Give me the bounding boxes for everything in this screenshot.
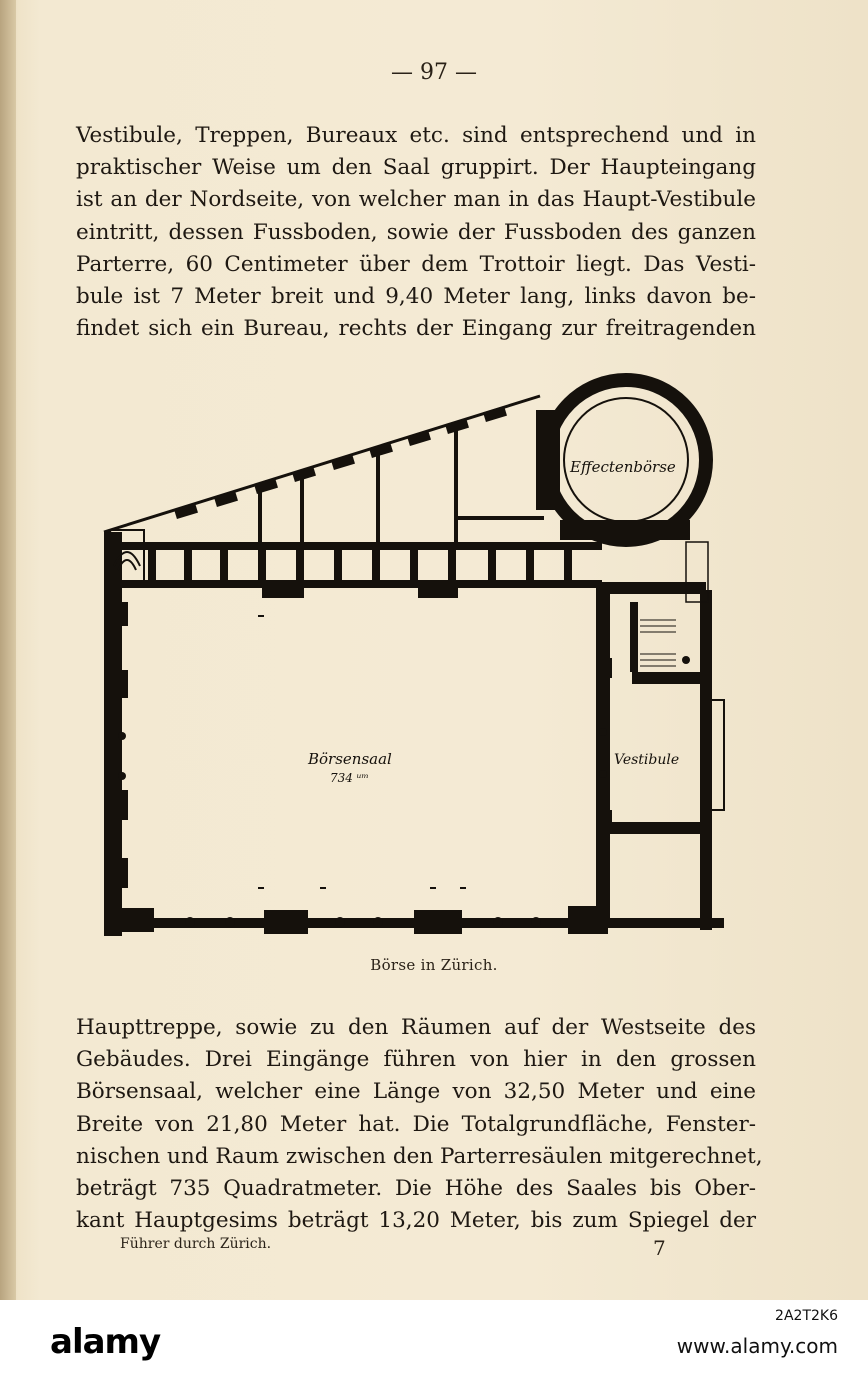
watermark-image-id: 2A2T2K6	[775, 1308, 838, 1324]
label-vestibule: Vestibule	[614, 752, 680, 768]
footer-title: Führer durch Zürich.	[120, 1236, 272, 1252]
watermark-url: www.alamy.com	[676, 1334, 838, 1358]
floor-plan	[0, 370, 868, 950]
page-number: — 97 —	[391, 60, 477, 85]
hall-east-wall	[596, 582, 610, 922]
corridor-north-wall	[122, 542, 602, 550]
label-boersensaal: Börsensaal	[308, 750, 392, 768]
text-line: Börsensaal, welcher eine Länge von 32,50 Meter und eine	[76, 1079, 756, 1105]
text-line: bule ist 7 Meter breit und 9,40 Meter lang, links davon be-	[76, 283, 756, 309]
north-wall	[104, 396, 540, 532]
watermark-bar	[0, 1300, 868, 1390]
text-line: Gebäudes. Drei Eingänge führen von hier in den grossen	[76, 1047, 756, 1073]
corridor-columns	[148, 550, 572, 580]
watermark-logo: alamy	[50, 1322, 161, 1362]
figure-caption: Börse in Zürich.	[370, 956, 498, 974]
text-line: findet sich ein Bureau, rechts der Eingang zur freitragenden	[76, 316, 756, 342]
text-line: Breite von 21,80 Meter hat. Die Totalgrundfläche, Fenster-	[76, 1111, 756, 1137]
text-line: beträgt 735 Quadratmeter. Die Höhe des Saales bis Ober-	[76, 1175, 756, 1201]
east-stair	[640, 620, 676, 666]
text-line: praktischer Weise um den Saal gruppirt. Der Haupteingang	[76, 155, 756, 181]
text-line: eintritt, dessen Fussboden, sowie der Fussboden des ganzen	[76, 219, 756, 245]
text-line: Parterre, 60 Centimeter über dem Trottoir liegt. Das Vesti-	[76, 251, 756, 277]
label-effectenboerse: Effectenbörse	[570, 458, 676, 476]
text-line: Vestibule, Treppen, Bureaux etc. sind entsprechend und in	[76, 123, 756, 148]
text-line: ist an der Nordseite, von welcher man in das Haupt-Vestibule	[76, 187, 756, 213]
north-room-partitions	[258, 430, 544, 544]
text-line: kant Hauptgesims beträgt 13,20 Meter, bis zum Spiegel der	[76, 1208, 756, 1234]
footer-signature-mark: 7	[653, 1236, 666, 1260]
corridor-south-wall	[122, 580, 602, 588]
label-area: 734 ᵘᵐ	[330, 771, 369, 785]
text-line: nischen und Raum zwischen den Parterresäulen mitgerechnet,	[76, 1143, 763, 1169]
text-line: Haupttreppe, sowie zu den Räumen auf der Westseite des	[76, 1015, 756, 1040]
paragraph-bottom	[76, 1012, 763, 1237]
paragraph-top	[76, 120, 756, 345]
